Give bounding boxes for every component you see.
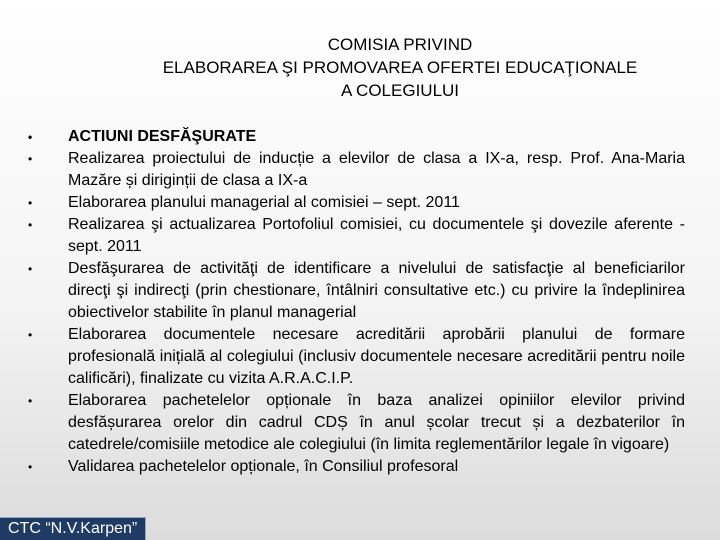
title-line-3: A COLEGIULUI	[340, 81, 460, 100]
list-item	[20, 148, 685, 192]
title-line-1: COMISIA PRIVIND	[327, 35, 473, 54]
bullet-icon: •	[28, 262, 33, 276]
list-item	[20, 126, 685, 148]
bullet-icon: •	[28, 460, 33, 474]
list-item	[20, 324, 685, 390]
slide-title	[40, 33, 720, 102]
list-item-text: Desfăşurarea de activităţi de identificare a nivelului de satisfacţie al beneficiarilor direcţi şi indirecţi (prin chestionare, întâlniri consultative etc.) cu privire la îndeplinirea obiectivelor stabilite în planul managerial	[68, 260, 685, 321]
list-item	[20, 390, 685, 456]
list-item-text: ACTIUNI DESFĂŞURATE	[68, 128, 257, 145]
list-item	[20, 258, 685, 324]
list-item-text: Realizarea proiectului de inducție a elevilor de clasa a IX-a, resp. Prof. Ana-Maria Mazăre și diriginții de clasa a IX-a	[68, 150, 685, 189]
title-line-2: ELABORAREA ŞI PROMOVAREA OFERTEI EDUCAŢIONALE	[162, 58, 638, 77]
list-item	[20, 192, 685, 214]
bullet-icon: •	[28, 218, 33, 232]
list-item-text: Elaborarea planului managerial al comisiei – sept. 2011	[68, 194, 460, 211]
bullet-icon: •	[28, 130, 33, 144]
list-item	[20, 456, 685, 478]
bullet-icon: •	[28, 196, 33, 210]
footer-label: CTC “N.V.Karpen”	[0, 517, 146, 540]
list-item	[20, 214, 685, 258]
list-item-text: Elaborarea pachetelelor opționale în baza analizei opiniilor elevilor privind desfășurarea orelor din cadrul CDȘ în anul școlar trecut și a dezbaterilor în catedrele/comisiile metodice ale colegiului (în limita reglementărilor legale în vigoare)	[68, 392, 685, 453]
bullet-icon: •	[28, 152, 33, 166]
list-item-text: Elaborarea documentele necesare acreditării aprobării planului de formare profesională inițială al colegiului (inclusiv documentele necesare acreditării pentru noile calificări), finalizate cu vizita A.R.A.C.I.P.	[68, 326, 685, 387]
list-item-text: Validarea pachetelelor opționale, în Consiliul profesoral	[68, 458, 459, 475]
bullet-icon: •	[28, 394, 33, 408]
bullet-list	[20, 126, 685, 478]
bullet-icon: •	[28, 328, 33, 342]
list-item-text: Realizarea şi actualizarea Portofoliul comisiei, cu documentele şi dovezile aferente - sept. 2011	[68, 216, 685, 255]
